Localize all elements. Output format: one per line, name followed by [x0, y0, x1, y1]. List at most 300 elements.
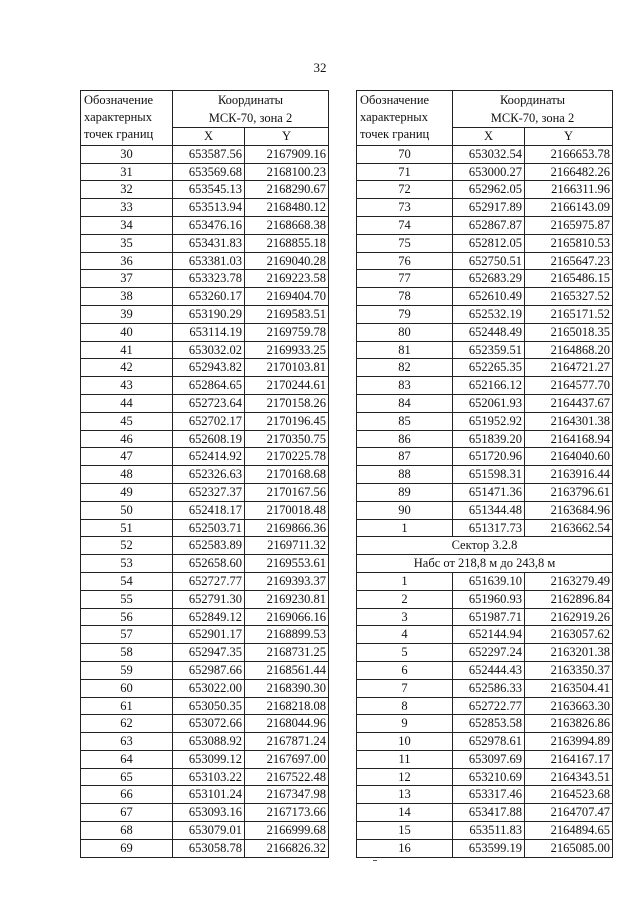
- table-row: [81, 145, 329, 163]
- y-coordinate: 2162919.26: [525, 608, 613, 626]
- point-id: 70: [357, 145, 453, 163]
- x-coordinate: 653210.69: [453, 768, 525, 786]
- point-id: 49: [81, 483, 173, 501]
- y-coordinate: 2168390.30: [245, 679, 329, 697]
- x-coordinate: 651471.36: [453, 483, 525, 501]
- coords-header: [453, 91, 613, 128]
- y-coordinate: 2168100.23: [245, 163, 329, 181]
- x-coordinate: 651839.20: [453, 430, 525, 448]
- y-coordinate: 2166653.78: [525, 145, 613, 163]
- point-header-line: характерных: [84, 110, 152, 125]
- point-id: 90: [357, 501, 453, 519]
- table-row: [81, 377, 329, 395]
- table-row: [81, 590, 329, 608]
- y-coordinate: 2170103.81: [245, 359, 329, 377]
- x-coordinate: 652418.17: [173, 501, 245, 519]
- x-coordinate: 653114.19: [173, 323, 245, 341]
- x-coordinate: 652265.35: [453, 359, 525, 377]
- x-coordinate: 653022.00: [173, 679, 245, 697]
- point-id: 72: [357, 181, 453, 199]
- y-coordinate: 2169404.70: [245, 288, 329, 306]
- table-row: [81, 822, 329, 840]
- y-coordinate: 2168044.96: [245, 715, 329, 733]
- x-coordinate: 652962.05: [453, 181, 525, 199]
- y-coordinate: 2164437.67: [525, 394, 613, 412]
- point-id: 88: [357, 466, 453, 484]
- x-coordinate: 653513.94: [173, 199, 245, 217]
- x-coordinate: 651720.96: [453, 448, 525, 466]
- x-coordinate: 652658.60: [173, 555, 245, 573]
- y-coordinate: 2166482.26: [525, 163, 613, 181]
- sector-header-group: [357, 537, 613, 573]
- table-row: [357, 661, 613, 679]
- coords-header-title: Координаты: [499, 93, 566, 107]
- y-coordinate: 2166311.96: [525, 181, 613, 199]
- x-coordinate: 653317.46: [453, 786, 525, 804]
- point-id: 11: [357, 750, 453, 768]
- y-coordinate: 2169933.25: [245, 341, 329, 359]
- point-id: 13: [357, 786, 453, 804]
- x-coordinate: 653088.92: [173, 733, 245, 751]
- table-row: [357, 679, 613, 697]
- table-row: [357, 608, 613, 626]
- table-row: [81, 270, 329, 288]
- table-row: [81, 430, 329, 448]
- x-coordinate: 653032.54: [453, 145, 525, 163]
- table-row: [357, 145, 613, 163]
- y-coordinate: 2164868.20: [525, 341, 613, 359]
- point-id: 5: [357, 644, 453, 662]
- y-coordinate: 2167173.66: [245, 804, 329, 822]
- x-coordinate: 653079.01: [173, 822, 245, 840]
- sector-title-row: [357, 537, 613, 555]
- y-column-header: Y: [525, 128, 613, 146]
- table-row: [81, 181, 329, 199]
- point-id: 1: [357, 572, 453, 590]
- x-coordinate: 652144.94: [453, 626, 525, 644]
- y-coordinate: 2168731.25: [245, 644, 329, 662]
- y-column-header: Y: [245, 128, 329, 146]
- point-id: 59: [81, 661, 173, 679]
- table-row: [357, 750, 613, 768]
- point-id: 60: [81, 679, 173, 697]
- point-header-line: характерных: [360, 110, 428, 125]
- point-id: 16: [357, 839, 453, 857]
- y-coordinate: 2170167.56: [245, 483, 329, 501]
- y-coordinate: 2170168.68: [245, 466, 329, 484]
- y-coordinate: 2168218.08: [245, 697, 329, 715]
- x-coordinate: 653032.02: [173, 341, 245, 359]
- y-coordinate: 2164168.94: [525, 430, 613, 448]
- x-coordinate: 652061.93: [453, 394, 525, 412]
- y-coordinate: 2164343.51: [525, 768, 613, 786]
- point-id: 63: [81, 733, 173, 751]
- table-row: [357, 448, 613, 466]
- table-row: [81, 572, 329, 590]
- y-coordinate: 2163663.30: [525, 697, 613, 715]
- point-id: 9: [357, 715, 453, 733]
- table-row: [357, 430, 613, 448]
- point-id: 43: [81, 377, 173, 395]
- table-row: [357, 697, 613, 715]
- x-coordinate: 653072.66: [173, 715, 245, 733]
- point-id: 7: [357, 679, 453, 697]
- point-id: 78: [357, 288, 453, 306]
- x-coordinate: 652702.17: [173, 412, 245, 430]
- y-coordinate: 2169040.28: [245, 252, 329, 270]
- y-coordinate: 2164721.27: [525, 359, 613, 377]
- point-id: 57: [81, 626, 173, 644]
- table-row: [81, 804, 329, 822]
- x-coordinate: 651598.31: [453, 466, 525, 484]
- x-coordinate: 652448.49: [453, 323, 525, 341]
- table-row: [357, 644, 613, 662]
- table-row: [357, 839, 613, 857]
- x-coordinate: 653093.16: [173, 804, 245, 822]
- table-row: [81, 359, 329, 377]
- table-row: [357, 466, 613, 484]
- y-coordinate: 2170158.26: [245, 394, 329, 412]
- coordinates-table-left: [80, 90, 329, 858]
- table-row: [357, 412, 613, 430]
- table-row: [357, 519, 613, 537]
- y-coordinate: 2164577.70: [525, 377, 613, 395]
- table-row: [357, 590, 613, 608]
- table-body: [357, 145, 613, 537]
- point-id: 38: [81, 288, 173, 306]
- y-coordinate: 2170244.61: [245, 377, 329, 395]
- coords-header-system: МСК-70, зона 2: [208, 111, 293, 125]
- x-coordinate: 652683.29: [453, 270, 525, 288]
- point-id: 64: [81, 750, 173, 768]
- y-coordinate: 2165327.52: [525, 288, 613, 306]
- point-id: 2: [357, 590, 453, 608]
- y-coordinate: 2169583.51: [245, 305, 329, 323]
- table-row: [81, 448, 329, 466]
- point-id: 61: [81, 697, 173, 715]
- table-body: [81, 145, 329, 857]
- y-coordinate: 2162896.84: [525, 590, 613, 608]
- table-row: [357, 234, 613, 252]
- table-row: [357, 394, 613, 412]
- y-coordinate: 2163057.62: [525, 626, 613, 644]
- x-coordinate: 653000.27: [453, 163, 525, 181]
- y-coordinate: 2170018.48: [245, 501, 329, 519]
- point-id: 30: [81, 145, 173, 163]
- table-row: [357, 359, 613, 377]
- table-row: [81, 252, 329, 270]
- point-id: 79: [357, 305, 453, 323]
- y-coordinate: 2168290.67: [245, 181, 329, 199]
- table-row: [81, 679, 329, 697]
- y-coordinate: 2165975.87: [525, 216, 613, 234]
- y-coordinate: 2164040.60: [525, 448, 613, 466]
- page-number: 32: [313, 60, 327, 75]
- table-row: [81, 323, 329, 341]
- x-coordinate: 653190.29: [173, 305, 245, 323]
- x-coordinate: 651960.93: [453, 590, 525, 608]
- y-coordinate: 2169711.32: [245, 537, 329, 555]
- point-id: 65: [81, 768, 173, 786]
- point-id: 8: [357, 697, 453, 715]
- table-row: [81, 733, 329, 751]
- x-coordinate: 652297.24: [453, 644, 525, 662]
- y-coordinate: 2170196.45: [245, 412, 329, 430]
- point-id: 33: [81, 199, 173, 217]
- table-row: [81, 519, 329, 537]
- x-coordinate: 653511.83: [453, 822, 525, 840]
- x-coordinate: 653058.78: [173, 839, 245, 857]
- y-coordinate: 2163684.96: [525, 501, 613, 519]
- y-coordinate: 2169230.81: [245, 590, 329, 608]
- y-coordinate: 2166999.68: [245, 822, 329, 840]
- table-row: [81, 661, 329, 679]
- point-id: 68: [81, 822, 173, 840]
- coords-header: [173, 91, 329, 128]
- point-id: 80: [357, 323, 453, 341]
- point-id: 53: [81, 555, 173, 573]
- x-coordinate: 652723.64: [173, 394, 245, 412]
- y-coordinate: 2169393.37: [245, 572, 329, 590]
- x-coordinate: 653476.16: [173, 216, 245, 234]
- point-id: 35: [81, 234, 173, 252]
- point-id: 56: [81, 608, 173, 626]
- y-coordinate: 2167871.24: [245, 733, 329, 751]
- x-coordinate: 652943.82: [173, 359, 245, 377]
- y-coordinate: 2170225.78: [245, 448, 329, 466]
- table-row: [81, 839, 329, 857]
- y-coordinate: 2168561.44: [245, 661, 329, 679]
- table-row: [357, 199, 613, 217]
- point-id: 31: [81, 163, 173, 181]
- coords-header-title: Координаты: [217, 93, 284, 107]
- x-coordinate: 652812.05: [453, 234, 525, 252]
- point-id: 66: [81, 786, 173, 804]
- point-id: 44: [81, 394, 173, 412]
- point-id: 76: [357, 252, 453, 270]
- sector-subtitle: Набс от 218,8 м до 243,8 м: [357, 555, 613, 573]
- y-coordinate: 2165486.15: [525, 270, 613, 288]
- table-row: [357, 377, 613, 395]
- table-row: [357, 163, 613, 181]
- x-coordinate: 653099.12: [173, 750, 245, 768]
- point-id: 10: [357, 733, 453, 751]
- x-coordinate: 652917.89: [453, 199, 525, 217]
- margin-mark: [373, 860, 377, 861]
- point-id: 73: [357, 199, 453, 217]
- point-header-line: точек границ: [360, 127, 430, 142]
- table-row: [81, 234, 329, 252]
- x-coordinate: 651639.10: [453, 572, 525, 590]
- point-id: 58: [81, 644, 173, 662]
- y-coordinate: 2169066.16: [245, 608, 329, 626]
- table-row: [357, 270, 613, 288]
- point-id: 48: [81, 466, 173, 484]
- point-id: 15: [357, 822, 453, 840]
- x-coordinate: 652791.30: [173, 590, 245, 608]
- x-coordinate: 652586.33: [453, 679, 525, 697]
- x-coordinate: 653599.19: [453, 839, 525, 857]
- x-coordinate: 652610.49: [453, 288, 525, 306]
- x-coordinate: 652722.77: [453, 697, 525, 715]
- y-coordinate: 2163201.38: [525, 644, 613, 662]
- x-coordinate: 652583.89: [173, 537, 245, 555]
- table-row: [357, 323, 613, 341]
- y-coordinate: 2163504.41: [525, 679, 613, 697]
- point-id: 14: [357, 804, 453, 822]
- table-row: [81, 163, 329, 181]
- x-coordinate: 653417.88: [453, 804, 525, 822]
- table-row: [357, 181, 613, 199]
- table-row: [357, 216, 613, 234]
- point-id: 71: [357, 163, 453, 181]
- x-coordinate: 652947.35: [173, 644, 245, 662]
- y-coordinate: 2164167.17: [525, 750, 613, 768]
- y-coordinate: 2169553.61: [245, 555, 329, 573]
- point-column-header: [81, 91, 173, 146]
- table-row: [357, 252, 613, 270]
- point-id: 41: [81, 341, 173, 359]
- point-id: 4: [357, 626, 453, 644]
- point-id: 1: [357, 519, 453, 537]
- table-row: [81, 608, 329, 626]
- table-row: [81, 216, 329, 234]
- table-row: [357, 626, 613, 644]
- sector-subtitle-row: [357, 555, 613, 573]
- y-coordinate: 2163796.61: [525, 483, 613, 501]
- x-coordinate: 651952.92: [453, 412, 525, 430]
- x-coordinate: 653545.13: [173, 181, 245, 199]
- y-coordinate: 2165085.00: [525, 839, 613, 857]
- x-coordinate: 653260.17: [173, 288, 245, 306]
- point-id: 55: [81, 590, 173, 608]
- x-coordinate: 652359.51: [453, 341, 525, 359]
- table-row: [81, 394, 329, 412]
- table-row: [357, 305, 613, 323]
- y-coordinate: 2168668.38: [245, 216, 329, 234]
- y-coordinate: 2164707.47: [525, 804, 613, 822]
- y-coordinate: 2164523.68: [525, 786, 613, 804]
- y-coordinate: 2165171.52: [525, 305, 613, 323]
- point-id: 69: [81, 839, 173, 857]
- point-id: 12: [357, 768, 453, 786]
- table-row: [357, 715, 613, 733]
- x-coordinate: 653097.69: [453, 750, 525, 768]
- point-id: 89: [357, 483, 453, 501]
- x-coordinate: 651344.48: [453, 501, 525, 519]
- table-row: [81, 199, 329, 217]
- x-coordinate: 652849.12: [173, 608, 245, 626]
- coordinates-table-right: [356, 90, 613, 858]
- x-coordinate: 652608.19: [173, 430, 245, 448]
- point-id: 6: [357, 661, 453, 679]
- x-coordinate: 652444.43: [453, 661, 525, 679]
- table-row: [81, 537, 329, 555]
- point-id: 62: [81, 715, 173, 733]
- table-row: [81, 750, 329, 768]
- point-id: 87: [357, 448, 453, 466]
- x-coordinate: 653431.83: [173, 234, 245, 252]
- x-coordinate: 651317.73: [453, 519, 525, 537]
- table-row: [357, 733, 613, 751]
- y-coordinate: 2169866.36: [245, 519, 329, 537]
- x-coordinate: 652867.87: [453, 216, 525, 234]
- y-coordinate: 2167697.00: [245, 750, 329, 768]
- y-coordinate: 2163994.89: [525, 733, 613, 751]
- point-id: 40: [81, 323, 173, 341]
- table-body: [357, 572, 613, 857]
- table-row: [81, 501, 329, 519]
- x-coordinate: 653587.56: [173, 145, 245, 163]
- x-column-header: X: [173, 128, 245, 146]
- point-id: 84: [357, 394, 453, 412]
- x-coordinate: 653381.03: [173, 252, 245, 270]
- x-coordinate: 653103.22: [173, 768, 245, 786]
- y-coordinate: 2165018.35: [525, 323, 613, 341]
- y-coordinate: 2163916.44: [525, 466, 613, 484]
- point-id: 45: [81, 412, 173, 430]
- y-coordinate: 2163826.86: [525, 715, 613, 733]
- y-coordinate: 2164301.38: [525, 412, 613, 430]
- x-coordinate: 652750.51: [453, 252, 525, 270]
- x-coordinate: 652727.77: [173, 572, 245, 590]
- x-coordinate: 652978.61: [453, 733, 525, 751]
- point-id: 77: [357, 270, 453, 288]
- table-row: [357, 501, 613, 519]
- table-row: [357, 572, 613, 590]
- table-row: [81, 412, 329, 430]
- table-row: [81, 483, 329, 501]
- point-id: 32: [81, 181, 173, 199]
- point-id: 75: [357, 234, 453, 252]
- y-coordinate: 2168855.18: [245, 234, 329, 252]
- y-coordinate: 2166143.09: [525, 199, 613, 217]
- point-id: 67: [81, 804, 173, 822]
- y-coordinate: 2165647.23: [525, 252, 613, 270]
- x-coordinate: 652166.12: [453, 377, 525, 395]
- point-id: 52: [81, 537, 173, 555]
- x-coordinate: 652414.92: [173, 448, 245, 466]
- point-id: 42: [81, 359, 173, 377]
- point-id: 39: [81, 305, 173, 323]
- point-id: 83: [357, 377, 453, 395]
- table-row: [81, 697, 329, 715]
- y-coordinate: 2163279.49: [525, 572, 613, 590]
- y-coordinate: 2166826.32: [245, 839, 329, 857]
- y-coordinate: 2169223.58: [245, 270, 329, 288]
- x-coordinate: 651987.71: [453, 608, 525, 626]
- table-row: [81, 626, 329, 644]
- y-coordinate: 2167347.98: [245, 786, 329, 804]
- x-coordinate: 652901.17: [173, 626, 245, 644]
- point-id: 3: [357, 608, 453, 626]
- table-row: [81, 768, 329, 786]
- table-row: [81, 644, 329, 662]
- x-coordinate: 652864.65: [173, 377, 245, 395]
- table-row: [357, 804, 613, 822]
- table-row: [357, 786, 613, 804]
- y-coordinate: 2169759.78: [245, 323, 329, 341]
- table-row: [81, 466, 329, 484]
- table-row: [357, 483, 613, 501]
- point-id: 85: [357, 412, 453, 430]
- table-row: [81, 341, 329, 359]
- y-coordinate: 2170350.75: [245, 430, 329, 448]
- table-row: [357, 288, 613, 306]
- table-row: [81, 305, 329, 323]
- y-coordinate: 2165810.53: [525, 234, 613, 252]
- table-row: [357, 822, 613, 840]
